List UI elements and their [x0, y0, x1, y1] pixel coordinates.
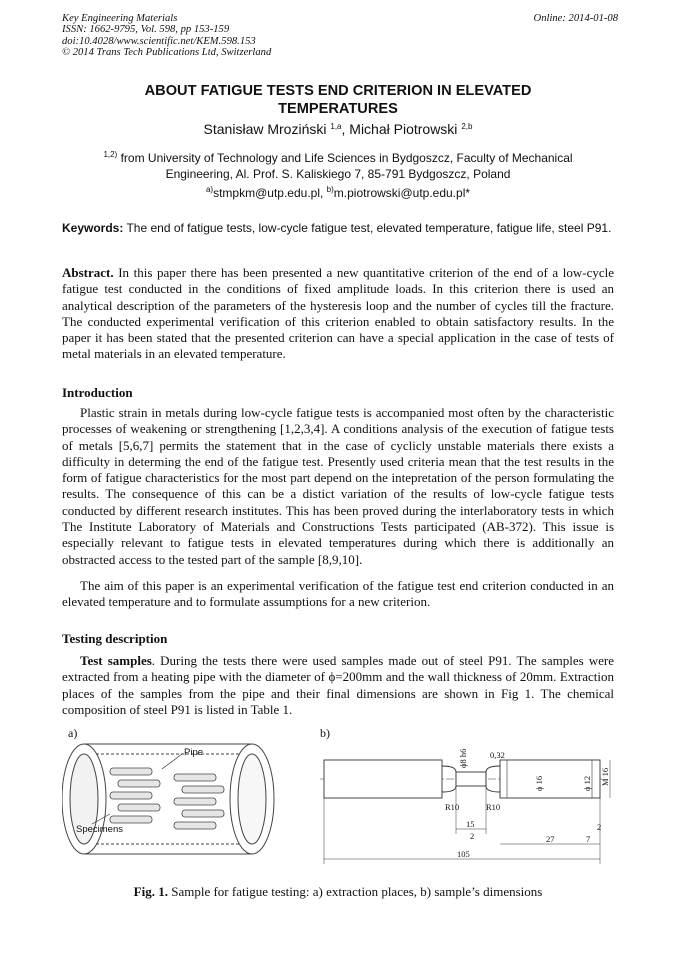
dim-r032: 0,32: [490, 750, 505, 760]
pipe-illustration: [62, 744, 274, 854]
specimens-label: Specimens: [76, 824, 123, 835]
specimen: [182, 786, 224, 793]
specimen: [110, 768, 152, 775]
dim-2-right: 2: [597, 822, 602, 832]
test-samples-lead: Test samples: [80, 653, 152, 668]
specimen: [174, 822, 216, 829]
dim-105: 105: [457, 849, 470, 859]
dim-15: 15: [466, 819, 475, 829]
author-2: Michał Piotrowski: [349, 121, 458, 137]
dim-27: 27: [546, 834, 555, 844]
dim-d16: ϕ 16: [534, 775, 544, 791]
affiliation-line-1: from University of Technology and Life Sciences in Bydgoszcz, Faculty of Mechanical: [117, 151, 573, 165]
email-a-sup: a): [205, 185, 214, 194]
panel-a-label: a): [68, 726, 78, 740]
email-b[interactable]: m.piotrowski@utp.edu.pl*: [333, 186, 471, 200]
journal-name: Key Engineering Materials: [62, 13, 178, 24]
affiliation: [62, 150, 614, 182]
doi-line: doi:10.4028/www.scientific.net/KEM.598.153: [62, 35, 256, 47]
abstract-label: Abstract.: [62, 265, 114, 280]
copyright-line: © 2014 Trans Tech Publications Ltd, Switzerland: [62, 47, 272, 59]
abstract-text: In this paper there has been presented a new quantitative criterion of the end of a low-cycle fatigue test conducted in the conditions of fixed amplitude loads. In this criterion there is used an analytical description of the parameters of the hysteresis loop and the number of cycles till the fracture. The conducted experimental verification of this criterion enabled to obtain satisfactory results. In the paper it has been stated that the presented criterion can have a special application in the case of tests of metal materials in an elevated temperature.: [62, 265, 614, 362]
caption-label: Fig. 1.: [133, 884, 168, 899]
specimen: [174, 798, 216, 805]
dim-r10-left: R10: [445, 802, 460, 812]
introduction-heading: Introduction: [62, 385, 133, 400]
author-emails: [62, 186, 614, 200]
testing-heading: Testing description: [62, 631, 168, 646]
author-1-affil: 1,a: [330, 122, 342, 131]
sample-gauge-section: [456, 772, 486, 786]
affiliation-sup: 1,2): [103, 150, 118, 159]
keywords: [62, 220, 614, 236]
figure-1-drawing: [62, 724, 614, 884]
pipe-right-inner: [238, 754, 266, 844]
title-line-2: TEMPERATURES: [278, 101, 398, 117]
testing-text-2: =200mm and the wall thickness of 20mm. Extraction places of the samples from the pipe and their final dimensions are shown in Fig 1. The chemical composition of steel P91 is listed in Table 1.: [62, 669, 614, 717]
online-date: Online: 2014-01-08: [533, 13, 618, 24]
introduction-paragraph-1: Plastic strain in metals during low-cycle fatigue tests is accompanied most often by the characteristic processes of weakening or strengthening [1,2,3,4]. A conditions analysis of the execution of fatigue tests of metals [5,6,7] permits the statement that in the case of cyclicly unstable materials there exists a difficulty in determing the end of the fatigue test. Presently used criteria mean that the test results in the form of fatigue characteristics for the most part depend on the intepretation of the person formulating the results. The consequence of this can be a distict variation of the results of low-cycle fatigue tests conducted by different research institutes. This has been proved during the interlaboratory tests in which The Institute Laboratory of Materials and Constructions Tests participated (AB-372). This issue is especially relevant to fatigue tests in elevated temperatures during which there is additionally an obstracted access to the tested part of the sample [8,9,10].: [62, 405, 614, 567]
specimen: [110, 792, 152, 799]
sample-left-grip: [324, 760, 442, 798]
affiliation-line-2: Engineering, Al. Prof. S. Kaliskiego 7, 85-791 Bydgoszcz, Poland: [165, 167, 511, 181]
issn-line: ISSN: 1662-9795, Vol. 598, pp 153-159: [62, 24, 230, 36]
abstract: [62, 265, 614, 363]
keywords-text: The end of fatigue tests, low-cycle fatigue test, elevated temperature, fatigue life, steel P91.: [123, 221, 612, 235]
specimen: [174, 774, 216, 781]
specimen-group: [110, 768, 224, 829]
dim-7: 7: [586, 834, 591, 844]
introduction-paragraph-2: The aim of this paper is an experimental verification of the fatigue test end criterion conducted in an elevated temperature and to formulate assumptions for a new criterion.: [62, 578, 614, 610]
dim-r10-right: R10: [486, 802, 501, 812]
author-list: [62, 121, 614, 137]
dim-d8h6: ϕ8 h6: [458, 748, 468, 768]
specimen: [110, 816, 152, 823]
pipe-leader: [162, 754, 182, 769]
email-b-sup: b): [326, 185, 334, 194]
journal-header: [62, 13, 618, 59]
dim-m16: M 16: [600, 767, 610, 786]
testing-paragraph: [62, 653, 614, 718]
panel-b-label: b): [320, 726, 330, 740]
phi-symbol: ϕ: [328, 669, 336, 685]
author-2-affil: 2,b: [461, 122, 473, 131]
dim-d12: ϕ 12: [582, 775, 592, 791]
specimen: [182, 810, 224, 817]
specimen: [118, 804, 160, 811]
figure-1: [62, 724, 614, 894]
author-1: Stanisław Mroziński: [203, 121, 327, 137]
pipe-label: Pipe: [184, 747, 204, 758]
keywords-label: Keywords:: [62, 221, 124, 235]
author-separator: ,: [341, 121, 350, 137]
testing-text-1: . During the tests there were used samples made out of steel P91. The samples were extracted from a heating pipe with the diameter of: [62, 653, 614, 685]
caption-text: Sample for fatigue testing: a) extraction places, b) sample’s dimensions: [167, 884, 543, 899]
title-line-1: ABOUT FATIGUE TESTS END CRITERION IN ELEVATED: [144, 83, 532, 99]
specimen: [118, 780, 160, 787]
paper-title: [62, 82, 614, 118]
dim-2-left: 2: [470, 831, 475, 841]
figure-caption: [62, 884, 614, 900]
email-a[interactable]: stmpkm@utp.edu.pl,: [213, 186, 327, 200]
